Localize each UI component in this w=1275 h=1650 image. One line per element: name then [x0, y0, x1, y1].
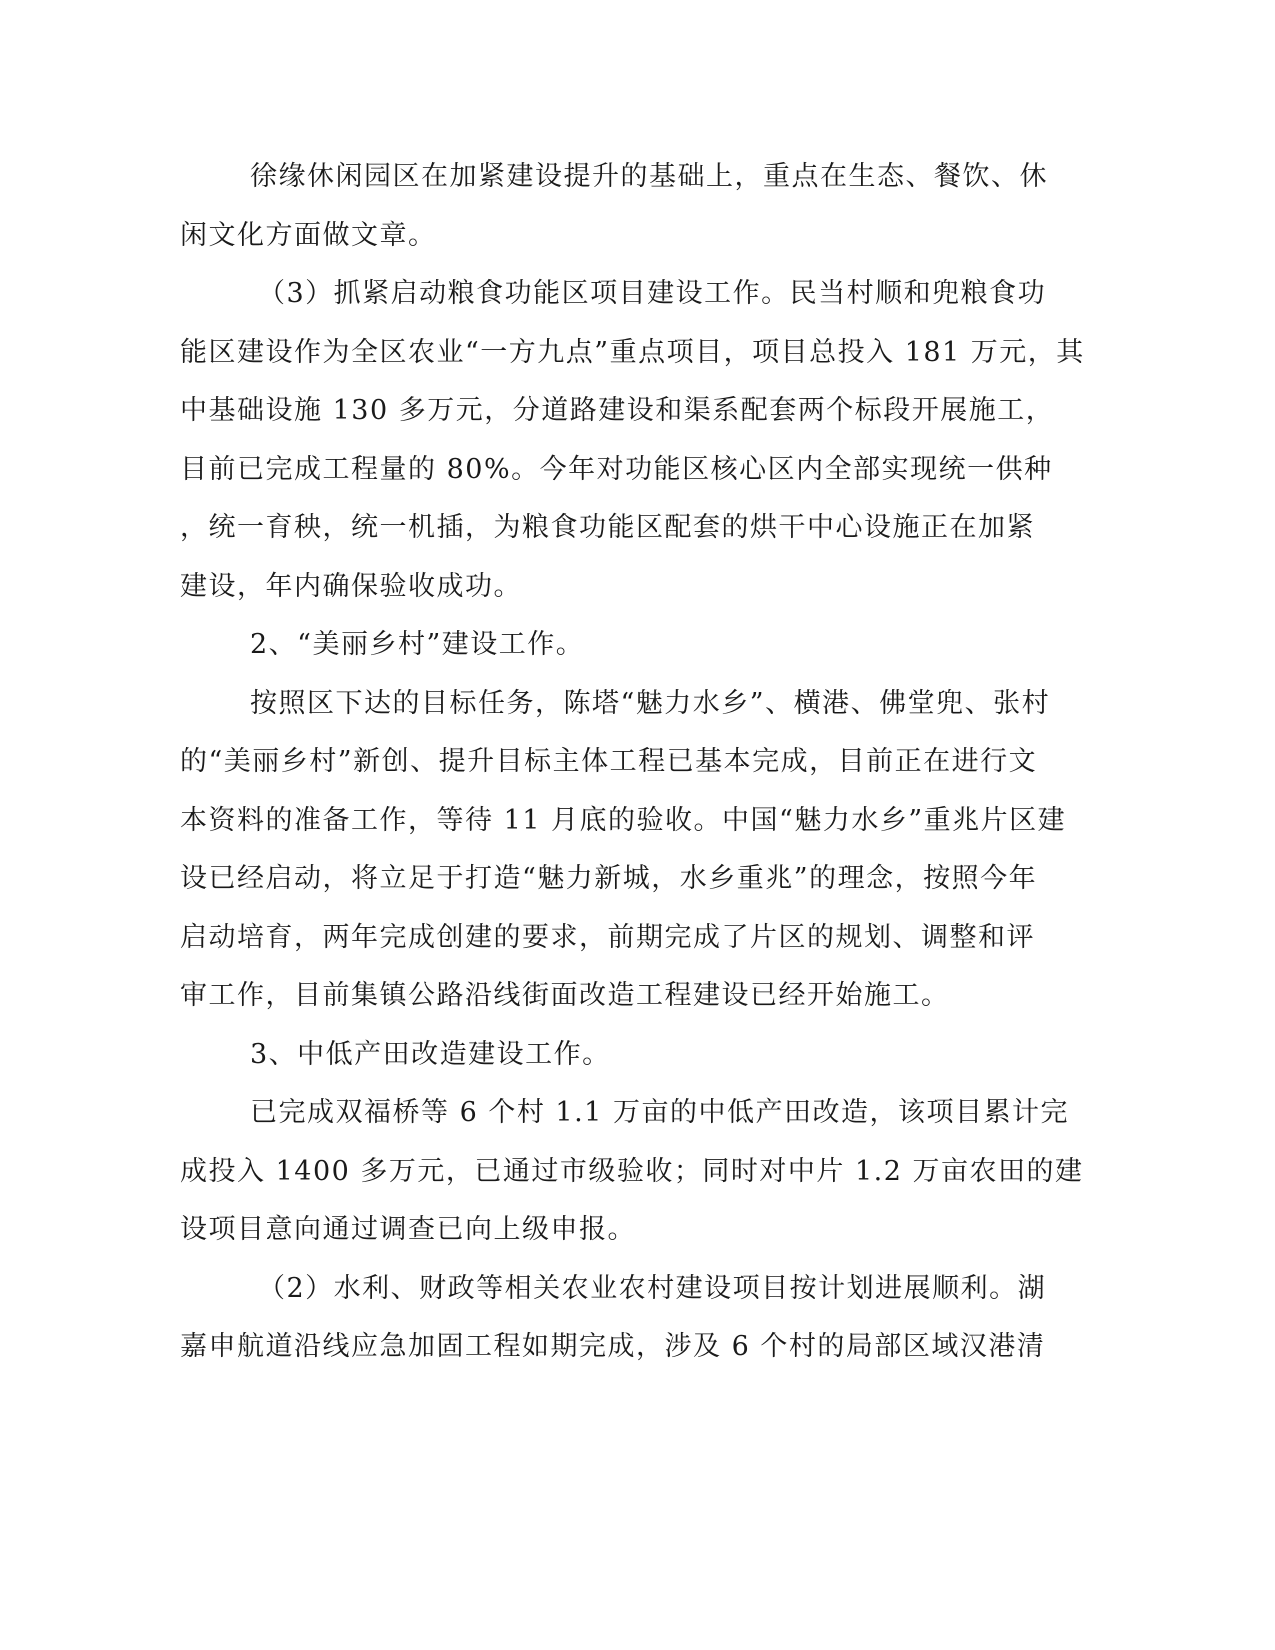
paragraph-line: 设已经启动，将立足于打造“魅力新城，水乡重兆”的理念，按照今年 [180, 863, 1038, 894]
paragraph-line: 本资料的准备工作，等待 11 月底的验收。中国“魅力水乡”重兆片区建 [180, 804, 1067, 836]
section-heading: 2、“美丽乡村”建设工作。 [250, 629, 585, 660]
paragraph-line: （3）抓紧启动粮食功能区项目建设工作。民当村顺和兜粮食功 [258, 278, 1047, 309]
paragraph-line: 闲文化方面做文章。 [180, 219, 437, 251]
paragraph-line: 已完成双福桥等 6 个村 1.1 万亩的中低产田改造，该项目累计完 [250, 1097, 1069, 1128]
paragraph-line: 中基础设施 130 多万元，分道路建设和渠系配套两个标段开展施工， [180, 395, 1055, 426]
paragraph-line: 审工作，目前集镇公路沿线街面改造工程建设已经开始施工。 [180, 980, 950, 1011]
paragraph-line: 按照区下达的目标任务，陈塔“魅力水乡”、横港、佛堂兜、张村 [250, 687, 1051, 719]
document-body [180, 148, 1085, 1377]
paragraph-line: 设项目意向通过调查已向上级申报。 [180, 1214, 636, 1245]
paragraph-line: 的“美丽乡村”新创、提升目标主体工程已基本完成，目前正在进行文 [180, 746, 1038, 777]
paragraph-line: 能区建设作为全区农业“一方九点”重点项目，项目总投入 181 万元，其 [180, 336, 1085, 368]
paragraph-line: 启动培育，两年完成创建的要求，前期完成了片区的规划、调整和评 [180, 921, 1035, 953]
paragraph-line: 目前已完成工程量的 80%。今年对功能区核心区内全部实现统一供种 [180, 453, 1053, 485]
paragraph-line: （2）水利、财政等相关农业农村建设项目按计划进展顺利。湖 [258, 1272, 1047, 1304]
paragraph-line: ，统一育秧，统一机插，为粮食功能区配套的烘干中心设施正在加紧 [180, 512, 1035, 543]
paragraph-line: 成投入 1400 多万元，已通过市级验收；同时对中片 1.2 万亩农田的建 [180, 1155, 1084, 1187]
paragraph-line: 嘉申航道沿线应急加固工程如期完成，涉及 6 个村的局部区域汉港清 [180, 1331, 1046, 1362]
paragraph-line: 建设，年内确保验收成功。 [180, 570, 522, 602]
paragraph-line: 徐缘休闲园区在加紧建设提升的基础上，重点在生态、餐饮、休 [250, 161, 1048, 192]
section-heading: 3、中低产田改造建设工作。 [250, 1038, 611, 1070]
